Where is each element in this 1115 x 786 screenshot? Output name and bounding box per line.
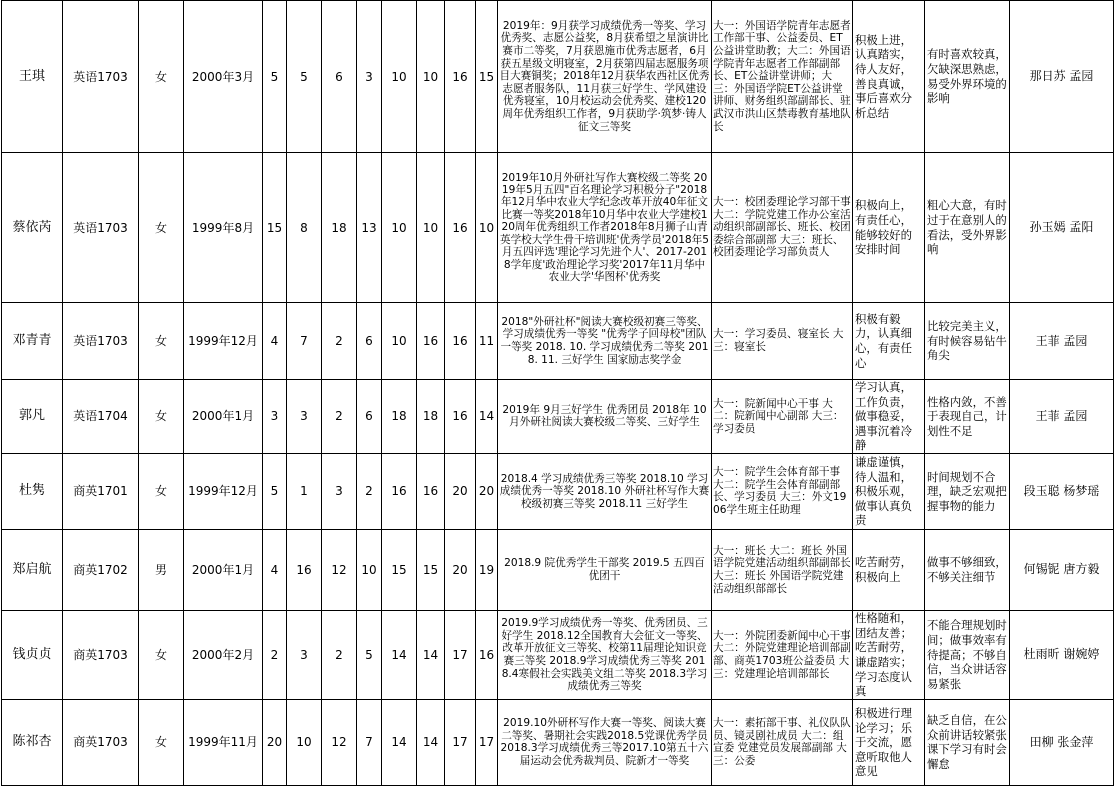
- weaknesses-cell: 比较完美主义，有时候容易钻牛角尖: [925, 303, 1010, 380]
- tutor-cell: 孙玉嫣 孟阳: [1010, 153, 1114, 303]
- score-cell: 10: [287, 699, 322, 785]
- weaknesses-cell: 时间规划不合理，缺乏宏观把握事物的能力: [925, 453, 1010, 529]
- birth-date-cell: 2000年1月: [184, 380, 263, 454]
- tutor-cell: 段玉聪 杨梦瑶: [1010, 453, 1114, 529]
- score-cell: 7: [287, 303, 322, 380]
- birth-date-cell: 1999年8月: [184, 153, 263, 303]
- score-cell: 10: [382, 153, 417, 303]
- score-cell: 3: [263, 380, 287, 454]
- awards-cell: 2019.9学习成绩优秀一等奖、优秀团员、三好学生 2018.12全国教育大会征文一等奖、改革开放征文三等奖、校第11届理论知识竞赛三等奖 2018.9学习成绩优秀三等奖 2018.4寒假社会实践美文组二等奖 2018.3学习成绩优秀三等奖: [498, 610, 712, 699]
- score-cell: 17: [445, 610, 476, 699]
- strengths-cell: 谦虚谨慎，待人温和，积极乐观，做事认真负责: [853, 453, 925, 529]
- score-cell: 16: [417, 303, 445, 380]
- score-cell: 8: [287, 153, 322, 303]
- score-cell: 16: [287, 529, 322, 610]
- class-cell: 英语1703: [63, 303, 139, 380]
- table-row: [2, 453, 1114, 529]
- positions-cell: 大一：班长 大二：班长 外国语学院党建活动组织部副部长 大三：班长 外国语学院党建活动组织部部长: [712, 529, 853, 610]
- score-cell: 15: [476, 1, 498, 153]
- student-name-cell: 陈祁杏: [2, 699, 63, 785]
- class-cell: 英语1703: [63, 1, 139, 153]
- birth-date-cell: 1999年12月: [184, 453, 263, 529]
- score-cell: 6: [357, 303, 382, 380]
- score-cell: 2: [322, 380, 357, 454]
- positions-cell: 大一：外国语学院青年志愿者工作部干事、公益委员、ET公益讲堂助教；大二：外国语学院青年志愿者工作部副部长、ET公益讲堂讲师；大三：外国语学院ET公益讲堂讲师、财务组织部副部长、驻武汉市洪山区禁毒教育基地队长: [712, 1, 853, 153]
- strengths-cell: 积极有毅力，认真细心，有责任心: [853, 303, 925, 380]
- tutor-cell: 田柳 张金萍: [1010, 699, 1114, 785]
- score-cell: 20: [445, 453, 476, 529]
- score-cell: 19: [476, 529, 498, 610]
- awards-cell: 2018.9 院优秀学生干部奖 2019.5 五四百优团干: [498, 529, 712, 610]
- score-cell: 14: [382, 610, 417, 699]
- tutor-cell: 杜雨昕 谢婉婷: [1010, 610, 1114, 699]
- student-table: [1, 0, 1114, 786]
- score-cell: 10: [357, 529, 382, 610]
- score-cell: 12: [322, 529, 357, 610]
- table-row: [2, 380, 1114, 454]
- birth-date-cell: 2000年2月: [184, 610, 263, 699]
- gender-cell: 女: [139, 153, 184, 303]
- table-row: [2, 610, 1114, 699]
- strengths-cell: 性格随和，团结友善；吃苦耐劳，谦虚踏实；学习态度认真: [853, 610, 925, 699]
- score-cell: 2: [322, 303, 357, 380]
- class-cell: 英语1703: [63, 153, 139, 303]
- table-row: [2, 153, 1114, 303]
- class-cell: 英语1704: [63, 380, 139, 454]
- birth-date-cell: 2000年1月: [184, 529, 263, 610]
- awards-cell: 2019年：9月获学习成绩优秀一等奖、学习优秀奖、志愿公益奖，8月获希望之星演讲比赛市二等奖，7月获恩施市优秀志愿者，6月获五星级文明寝室，2月获第四届志愿服务项目大赛铜奖；2018年12月获华农西社区优秀志愿者服务队，11月获三好学生、学风建设优秀寝室，10月校运动会优秀奖、建校120周年优秀组织工作者，9月获助学·筑梦·铸人征文三等奖: [498, 1, 712, 153]
- birth-date-cell: 2000年3月: [184, 1, 263, 153]
- awards-cell: 2019年10月外研社写作大赛校级二等奖 2019年5月五四"百名理论学习积极分子"2018年12月华中农业大学纪念改革开放40年征文比赛一等奖2018年10月华中农业大学建校120周年优秀组织工作者2018年8月狮子山青英学校大学生骨干培训班'优秀学员'2018年5月五四评选'理论学习先进个人'、2017-2018学年度'政治理论学习奖'2017年11月华中农业大学'华图杯'优秀奖: [498, 153, 712, 303]
- score-cell: 18: [322, 153, 357, 303]
- score-cell: 16: [476, 610, 498, 699]
- score-cell: 10: [382, 303, 417, 380]
- student-name-cell: 王琪: [2, 1, 63, 153]
- score-cell: 16: [417, 453, 445, 529]
- score-cell: 3: [287, 610, 322, 699]
- student-name-cell: 邓青青: [2, 303, 63, 380]
- tutor-cell: 何锡铌 唐方毅: [1010, 529, 1114, 610]
- student-name-cell: 杜隽: [2, 453, 63, 529]
- class-cell: 商英1701: [63, 453, 139, 529]
- positions-cell: 大一：外院团委新闻中心干事 大二：外院党建理论培训部副部、商英1703班公益委员 大三：党建理论培训部部长: [712, 610, 853, 699]
- score-cell: 6: [322, 1, 357, 153]
- score-cell: 14: [417, 610, 445, 699]
- weaknesses-cell: 做事不够细致，不够关注细节: [925, 529, 1010, 610]
- class-cell: 商英1702: [63, 529, 139, 610]
- gender-cell: 女: [139, 699, 184, 785]
- score-cell: 10: [476, 153, 498, 303]
- strengths-cell: 吃苦耐劳，积极向上: [853, 529, 925, 610]
- birth-date-cell: 1999年12月: [184, 303, 263, 380]
- score-cell: 4: [263, 529, 287, 610]
- score-cell: 15: [417, 529, 445, 610]
- table-row: [2, 699, 1114, 785]
- positions-cell: 大一：院学生会体育部干事 大二：院学生会体育部副部长、学习委员 大三：外文1906学生班主任助理: [712, 453, 853, 529]
- positions-cell: 大一：院新闻中心干事 大二：院新闻中心副部 大三：学习委员: [712, 380, 853, 454]
- score-cell: 16: [445, 153, 476, 303]
- tutor-cell: 那日苏 孟园: [1010, 1, 1114, 153]
- score-cell: 3: [287, 380, 322, 454]
- score-cell: 16: [382, 453, 417, 529]
- table-row: [2, 303, 1114, 380]
- score-cell: 10: [417, 153, 445, 303]
- score-cell: 18: [382, 380, 417, 454]
- gender-cell: 女: [139, 610, 184, 699]
- score-cell: 10: [417, 1, 445, 153]
- score-cell: 14: [417, 699, 445, 785]
- score-cell: 12: [322, 699, 357, 785]
- tutor-cell: 王菲 孟园: [1010, 380, 1114, 454]
- gender-cell: 女: [139, 303, 184, 380]
- score-cell: 11: [476, 303, 498, 380]
- strengths-cell: 学习认真，工作负责，做事稳妥，遇事沉着冷静: [853, 380, 925, 454]
- gender-cell: 女: [139, 380, 184, 454]
- score-cell: 17: [445, 699, 476, 785]
- score-cell: 2: [322, 610, 357, 699]
- score-cell: 16: [445, 1, 476, 153]
- score-cell: 16: [445, 303, 476, 380]
- table-row: [2, 529, 1114, 610]
- weaknesses-cell: 粗心大意，有时过于在意别人的看法，受外界影响: [925, 153, 1010, 303]
- score-cell: 1: [287, 453, 322, 529]
- student-name-cell: 蔡依芮: [2, 153, 63, 303]
- gender-cell: 男: [139, 529, 184, 610]
- score-cell: 17: [476, 699, 498, 785]
- class-cell: 商英1703: [63, 699, 139, 785]
- student-name-cell: 郑启航: [2, 529, 63, 610]
- score-cell: 5: [263, 1, 287, 153]
- score-cell: 14: [476, 380, 498, 454]
- positions-cell: 大一：校团委理论学习部干事 大二：学院党建工作办公室活动组织部副部长、班长、校团委综合部副部 大三：班长、校团委理论学习部负责人: [712, 153, 853, 303]
- awards-cell: 2019年 9月三好学生 优秀团员 2018年 10月外研社阅读大赛校级二等奖、三好学生: [498, 380, 712, 454]
- strengths-cell: 积极向上，有责任心，能够较好的安排时间: [853, 153, 925, 303]
- weaknesses-cell: 性格内敛，不善于表现自己，计划性不足: [925, 380, 1010, 454]
- score-cell: 3: [322, 453, 357, 529]
- gender-cell: 女: [139, 1, 184, 153]
- strengths-cell: 积极进行理论学习；乐于交流，愿意听取他人意见: [853, 699, 925, 785]
- weaknesses-cell: 有时喜欢较真，欠缺深思熟虑，易受外界环境的影响: [925, 1, 1010, 153]
- score-cell: 15: [382, 529, 417, 610]
- score-cell: 5: [357, 610, 382, 699]
- score-cell: 7: [357, 699, 382, 785]
- birth-date-cell: 1999年11月: [184, 699, 263, 785]
- awards-cell: 2019.10外研杯写作大赛一等奖、阅读大赛二等奖、暑期社会实践2018.5党课优秀学员 2018.3学习成绩优秀三等2017.10第五十六届运动会优秀裁判员、院新才一等奖: [498, 699, 712, 785]
- score-cell: 15: [263, 153, 287, 303]
- score-cell: 6: [357, 380, 382, 454]
- score-cell: 20: [476, 453, 498, 529]
- score-cell: 18: [417, 380, 445, 454]
- score-cell: 13: [357, 153, 382, 303]
- score-cell: 5: [263, 453, 287, 529]
- score-cell: 16: [445, 380, 476, 454]
- weaknesses-cell: 缺乏自信，在公众前讲话较紧张课下学习有时会懈怠: [925, 699, 1010, 785]
- score-cell: 4: [263, 303, 287, 380]
- awards-cell: 2018"外研社杯"阅读大赛校级初赛三等奖、学习成绩优秀一等奖 "优秀学子回母校"团队一等奖 2018. 10. 学习成绩优秀二等奖 2018. 11. 三好学生 国家励志奖学金: [498, 303, 712, 380]
- positions-cell: 大一：素拓部干事、礼仪队队员、镜灵剧社成员 大二：组宣委 党建党员发展部副部 大三：公委: [712, 699, 853, 785]
- score-cell: 2: [357, 453, 382, 529]
- class-cell: 商英1703: [63, 610, 139, 699]
- score-cell: 20: [445, 529, 476, 610]
- student-name-cell: 郭凡: [2, 380, 63, 454]
- score-cell: 14: [382, 699, 417, 785]
- score-cell: 2: [263, 610, 287, 699]
- positions-cell: 大一：学习委员、寝室长 大三：寝室长: [712, 303, 853, 380]
- score-cell: 10: [382, 1, 417, 153]
- score-cell: 20: [263, 699, 287, 785]
- strengths-cell: 积极上进，认真踏实，待人友好，善良真诚，事后喜欢分析总结: [853, 1, 925, 153]
- score-cell: 3: [357, 1, 382, 153]
- score-cell: 5: [287, 1, 322, 153]
- awards-cell: 2018.4 学习成绩优秀三等奖 2018.10 学习成绩优秀一等奖 2018.10 外研社杯写作大赛校级初赛三等奖 2018.11 三好学生: [498, 453, 712, 529]
- student-name-cell: 钱贞贞: [2, 610, 63, 699]
- gender-cell: 女: [139, 453, 184, 529]
- tutor-cell: 王菲 孟园: [1010, 303, 1114, 380]
- weaknesses-cell: 不能合理规划时间；做事效率有待提高；不够自信，当众讲话容易紧张: [925, 610, 1010, 699]
- table-row: [2, 1, 1114, 153]
